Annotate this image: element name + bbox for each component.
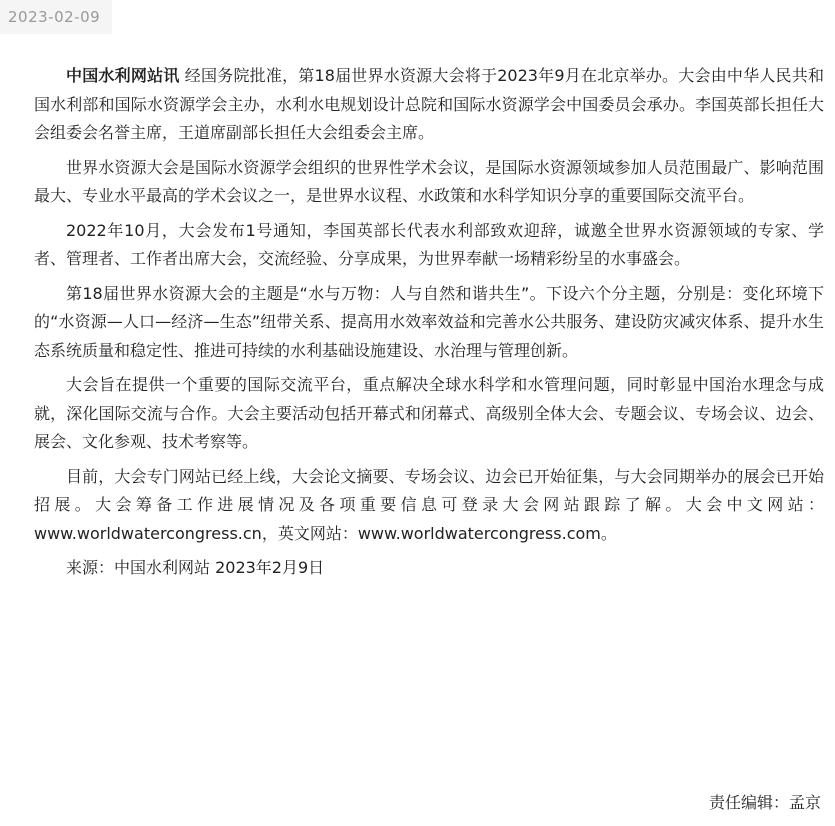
- date-bar: [0, 0, 112, 34]
- paragraph-6: 目前，大会专门网站已经上线，大会论文摘要、专场会议、边会已开始征集，与大会同期举办的展会已开始招展。大会筹备工作进展情况及各项重要信息可登录大会网站跟踪了解。大会中文网站：www.worldwatercongress.cn，英文网站：www.worldwatercongress.com。: [34, 466, 824, 543]
- article-body: [34, 62, 824, 589]
- paragraph-1: [34, 62, 824, 148]
- paragraph-5: 大会旨在提供一个重要的国际交流平台，重点解决全球水科学和水管理问题，同时彰显中国治水理念与成就，深化国际交流与合作。大会主要活动包括开幕式和闭幕式、高级别全体大会、专题会议、专场会议、边会、展会、文化参观、技术考察等。: [34, 375, 824, 451]
- paragraph-2: 世界水资源大会是国际水资源学会组织的世界性学术会议，是国际水资源领域参加人员范围最广、影响范围最大、专业水平最高的学术会议之一，是世界水议程、水政策和水科学知识分享的重要国际交流平台。: [34, 157, 824, 205]
- responsible-editor: 责任编辑：孟京: [708, 793, 821, 812]
- publish-date: 2023-02-09: [8, 8, 101, 26]
- lead-label: 中国水利网站讯: [66, 66, 180, 85]
- paragraph-1-text: 经国务院批准，第18届世界水资源大会将于2023年9月在北京举办。大会由中华人民共和国水利部和国际水资源学会主办，水利水电规划设计总院和国际水资源学会中国委员会承办。李国英部长担任大会组委会名誉主席，王道席副部长担任大会组委会主席。: [34, 66, 824, 142]
- source-line: 来源：中国水利网站 2023年2月9日: [66, 558, 325, 577]
- paragraph-4: 第18届世界水资源大会的主题是“水与万物：人与自然和谐共生”。下设六个分主题，分别是：变化环境下的“水资源—人口—经济—生态”纽带关系、提高用水效率效益和完善水公共服务、建设防灾减灾体系、提升水生态系统质量和稳定性、推进可持续的水利基础设施建设、水治理与管理创新。: [34, 283, 824, 360]
- paragraph-3: 2022年10月，大会发布1号通知，李国英部长代表水利部致欢迎辞，诚邀全世界水资源领域的专家、学者、管理者、工作者出席大会，交流经验、分享成果，为世界奉献一场精彩纷呈的水事盛会。: [34, 220, 824, 268]
